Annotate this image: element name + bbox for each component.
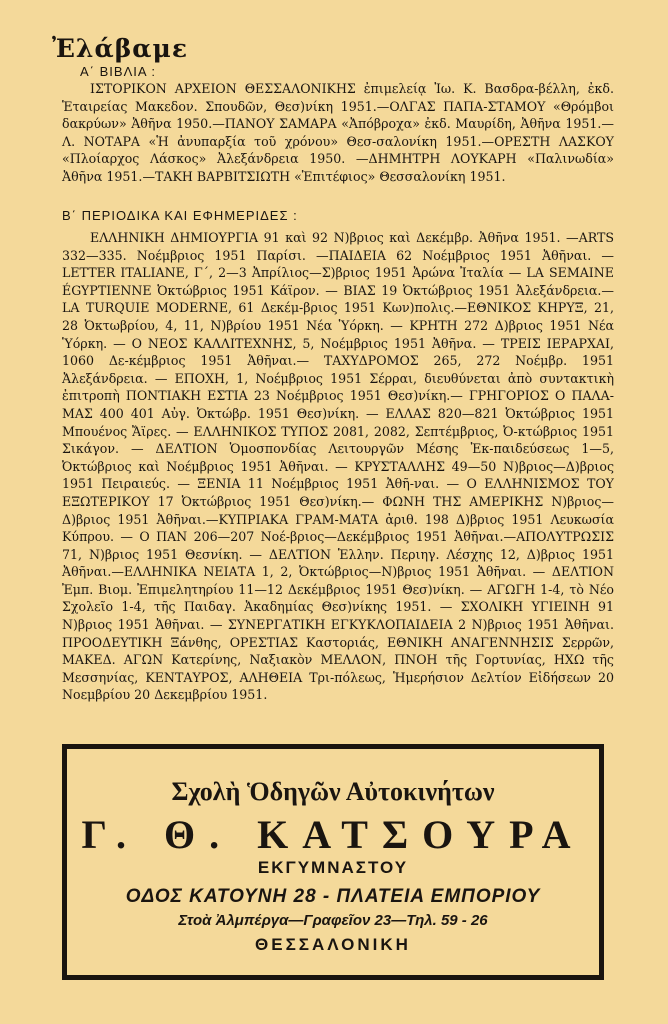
advert-office: Στοὰ Ἀλμπέργα—Γραφεῖον 23—Τηλ. 59 - 26 [178, 912, 488, 929]
periodicals-list-text: ΕΛΛΗΝΙΚΗ ΔΗΜΙΟΥΡΓΙΑ 91 καὶ 92 Ν)βριος καὶ Δεκέμβρ. Ἀθῆνα 1951. —ARTS 332—335. Νοέμβριος 1951 Παρίσι. —ΠΑΙΔΕΙΑ 62 Νοέμβριος 1951 Ἀθῆναι. — LETTER ITALIANE, Γ΄, 2—3 Ἀπρίλιος—Σ)βριος 1951 Ἀρώνα Ἰταλία — LA SEMAINE ÉGYPTIENNE Ὀκτώβριος 1951 Κάϊρον. — ΒΙΑΣ 19 Ὀκτώβριος 1951 Ἀλεξάνδρεια.—LA TURQUIE MODERNE, 61 Δεκέμ-βριος 1951 Κων)πολις.—ΕΘΝΙΚΟΣ ΚΗΡΥΞ, 21, 28 Ὀκτωβρίου, 4, 11, Ν)βρίου 1951 Νέα Ὑόρκη. — ΚΡΗΤΗ 272 Δ)βριος 1951 Νέα Ὑόρκη. — Ο ΝΕΟΣ ΚΑΛΛΙΤΕΧΝΗΣ, 5, Νοέμβριος 1951 Ἀθῆνα. — ΤΡΕΙΣ ΙΕΡΑΡΧΑΙ, 1060 Δε-κέμβριος 1951 Ἀθῆναι.— ΤΑΧΥΔΡΟΜΟΣ 265, 272 Νοέμβρ. 1951 Ἀλεξάνδρεια. — ΕΠΟΧΗ, 1, Νοέμβριος 1951 Σέρραι, διευθύνεται ἀπὸ συντακτικὴ ἐπιτροπὴ ΠΟΝΤΙΑΚΗ ΕΣΤΙΑ 23 Νοέμβριος 1951 Θεσ)νίκη.— ΓΡΗΓΟΡΙΟΣ Ο ΠΑΛΑ-ΜΑΣ 400 401 Αὐγ. Ὀκτώβρ. 1951 Θεσ)νίκη. — ΕΛΛΑΣ 820—821 Ὀκτώβριος 1951 Μπουένος Ἄϊρες. — ΕΛΛΗΝΙΚΟΣ ΤΥΠΟΣ 2081, 2082, Σεπτέμβριος, Ὀ-κτώβριος 1951 Σικάγον. — ΔΕΛΤΙΟΝ Ὁμοσπονδίας Λειτουργῶν Μέσης Ἐκ-παιδεύσεως 1—5, Ὀκτώβριος καὶ Νοέμβριος 1951 Ἀθῆναι. — ΚΡΥΣΤΑΛΛΗΣ 49—50 Ν)βριος—Δ)βριος 1951 Πειραιεύς. — ΞΕΝΙΑ 11 Νοέμβριος 1951 Ἀθῆ-ναι. — Ο ΕΛΛΗΝΙΣΜΟΣ ΤΟΥ ΕΞΩΤΕΡΙΚΟΥ 17 Ὀκτώβριος 1951 Θεσ)νίκη.— ΦΩΝΗ ΤΗΣ ΑΜΕΡΙΚΗΣ Ν)βριος—Δ)βριος 1951 Ἀθῆναι.—ΚΥΠΡΙΑΚΑ ΓΡΑΜ-ΜΑΤΑ ἀριθ. 198 Δ)βριος 1951 Λευκωσία Κύπρου. — Ο ΠΑΝ 206—207 Νοέ-βριος—Δεκέμβριος 1951 Ἀθῆναι.—ΑΠΟΛΥΤΡΩΣΙΣ 71, Ν)βριος 1951 Θεσνίκη. — ΔΕΛΤΙΟΝ Ἑλλην. Περιηγ. Λέσχης 12, Δ)βριος 1951 Ἀθῆναι.—ΕΛΛΗΝΙΚΑ ΝΕΙΑΤΑ 1, 2, Ὀκτώβριος—Ν)βριος 1951 Ἀθῆναι. — ΔΕΛΤΙΟΝ Ἐμπ. Βιομ. Ἐπιμελητηρίου 11—12 Δεκέμβριος 1951 Θεσ)νίκη. — ΑΓΩΓΗ 1-4, τὸ Νέο Σχολεῖο 1-4, τῆς Παιδαγ. Ἀκαδημίας Θεσ)νίκης 1951. — ΣΧΟΛΙΚΗ ΥΓΙΕΙΝΗ 91 Ν)βριος 1951 Ἀθῆναι. — ΣΥΝΕΡΓΑΤΙΚΗ ΕΓΚΥΚΛΟΠΑΙΔΕΙΑ 2 Ν)βριος 1951 Ἀθῆναι. ΠΡΟΟΔΕΥΤΙΚΗ Ξάνθης, ΟΡΕΣΤΙΑΣ Καστοριάς, ΕΘΝΙΚΗ ΑΝΑΓΕΝΝΗΣΙΣ Σερρῶν, ΜΑΚΕΔ. ΑΓΩΝ Κατερίνης, Ναξιακὸν ΜΕΛΛΟΝ, ΠΝΟΗ τῆς Γορτυνίας, ΗΧΩ τῆς Μεσσηνίας, ΚΕΝΤΑΥΡΟΣ, ΑΛΗΘΕΙΑ Τρι-πόλεως, Ἡμερήσιον Δελτίον Εἰδήσεων 20 Νοεμβρίου 20 Δεκεμβρίου 1951. [62, 230, 614, 703]
advert-role: ΕΚΓΥΜΝΑΣΤΟΥ [257, 858, 409, 877]
section-b-heading: Β΄ ΠΕΡΙΟΔΙΚΑ ΚΑΙ ΕΦΗΜΕΡΙΔΕΣ : [62, 208, 298, 223]
section-a-body [62, 80, 614, 186]
advert-city: ΘΕΣΣΑΛΟΝΙΚΗ [255, 935, 411, 954]
advert-address: ΟΔΟΣ ΚΑΤΟΥΝΗ 28 - ΠΛΑΤΕΙΑ ΕΜΠΟΡΙΟΥ [125, 886, 541, 907]
books-list-text: ΙΣΤΟΡΙΚΟΝ ΑΡΧΕΙΟΝ ΘΕΣΣΑΛΟΝΙΚΗΣ ἐπιμελείᾳ Ἰω. Κ. Βασδρα-βέλλη, ἐκδ. Ἑταιρείας Μακεδον. Σπουδῶν, Θεσ)νίκη 1951.—ΟΛΓΑΣ ΠΑΠΑ-ΣΤΑΜΟΥ «Θρόμβοι δακρύων» Ἀθῆνα 1950.—ΠΑΝΟΥ ΣΑΜΑΡΑ «Ἀπόβροχα» ἐκδ. Μαυρίδη, Ἀθῆνα 1951.—Λ. ΝΟΤΑΡΑ «Ἡ ἀνυπαρξία τοῦ χρόνου» Θεσ-σαλονίκη 1951.—ΟΡΕΣΤΗ ΛΑΣΚΟΥ «Πλοίαρχος Λάσκος» Ἀλεξάνδρεια 1950. —ΔΗΜΗΤΡΗ ΛΟΥΚΑΡΗ «Παλινωδία» Ἀθῆνα 1951.—ΤΑΚΗ ΒΑΡΒΙΤΣΙΩΤΗ «Ἐπιτέφιος» Θεσσαλονίκη 1951. [62, 81, 614, 184]
section-b-body [62, 229, 614, 704]
advert-name: Γ. Θ. ΚΑΤΣΟΥΡΑ [81, 812, 585, 857]
advert-school: Σχολὴ Ὁδηγῶν Αὐτοκινήτων [171, 777, 495, 806]
page-title: Ἐλάβαμε [52, 34, 189, 63]
section-a-heading: Α΄ ΒΙΒΛΙΑ : [80, 64, 157, 79]
driving-school-advert [62, 744, 604, 980]
